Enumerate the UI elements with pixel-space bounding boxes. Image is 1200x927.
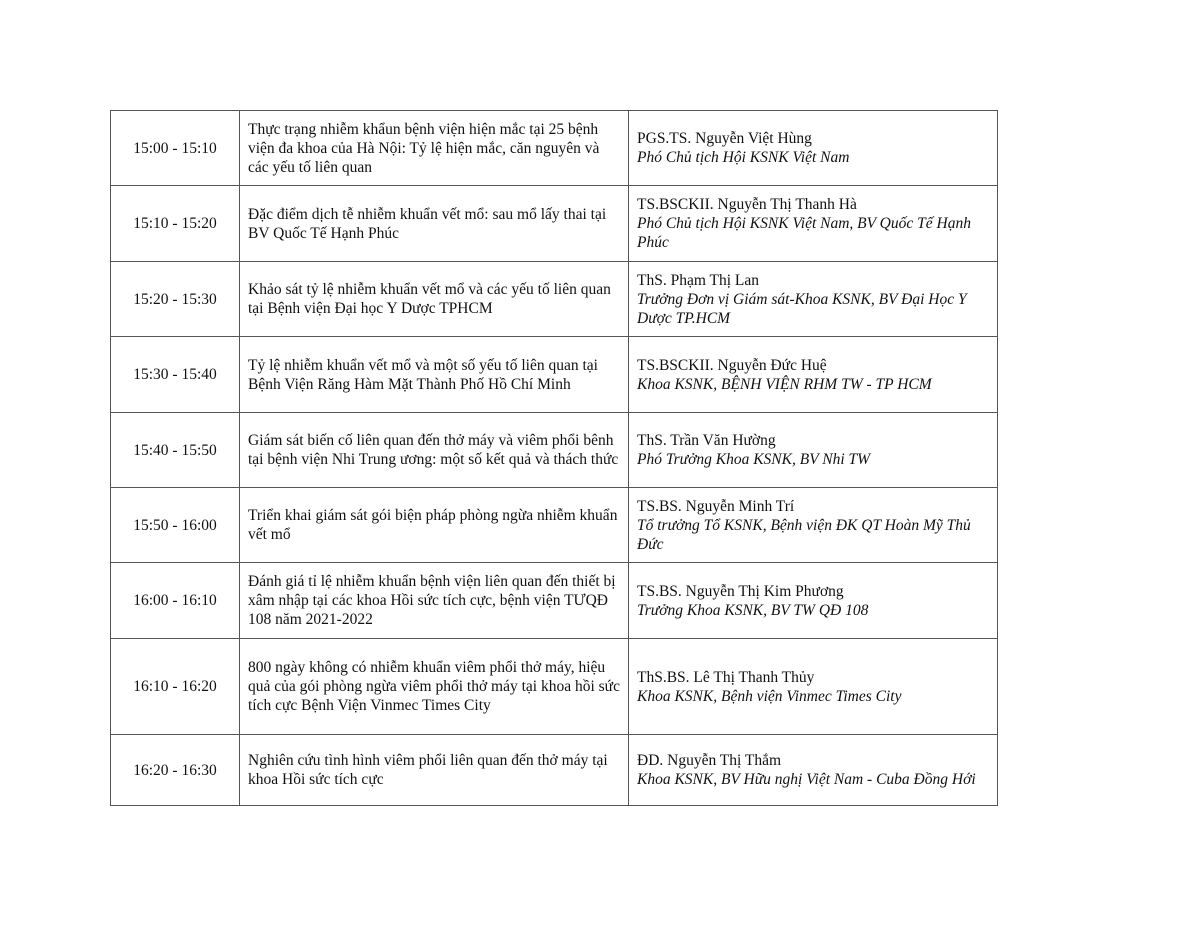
speaker-name: ThS. Phạm Thị Lan [637, 271, 759, 289]
time-cell: 15:40 - 15:50 [111, 413, 240, 488]
topic-cell: Giám sát biến cố liên quan đến thở máy và viêm phổi bênh tại bệnh viện Nhi Trung ương: một số kết quả và thách thức [240, 413, 629, 488]
speaker-name: TS.BSCKII. Nguyễn Thị Thanh Hà [637, 196, 857, 213]
speaker-cell [629, 488, 998, 563]
time-cell: 16:00 - 16:10 [111, 563, 240, 639]
speaker-role: Phó Chủ tịch Hội KSNK Việt Nam [637, 149, 850, 166]
topic-cell: Khảo sát tỷ lệ nhiễm khuẩn vết mổ và các yếu tố liên quan tại Bệnh viện Đại học Y Dược TPHCM [240, 262, 629, 337]
speaker-cell [629, 111, 998, 186]
table-row [111, 488, 998, 563]
table-row [111, 111, 998, 186]
schedule-table [110, 110, 998, 806]
table-row [111, 337, 998, 413]
speaker-role: Tổ trưởng Tổ KSNK, Bệnh viện ĐK QT Hoàn Mỹ Thủ Đức [637, 516, 971, 553]
table-row [111, 735, 998, 806]
topic-cell: Triển khai giám sát gói biện pháp phòng ngừa nhiễm khuẩn vết mổ [240, 488, 629, 563]
speaker-cell [629, 413, 998, 488]
table-row [111, 639, 998, 735]
time-cell: 16:10 - 16:20 [111, 639, 240, 735]
speaker-role: Trưởng Đơn vị Giám sát-Khoa KSNK, BV Đại Học Y Dược TP.HCM [637, 290, 967, 327]
speaker-cell [629, 563, 998, 639]
time-cell: 15:50 - 16:00 [111, 488, 240, 563]
table-row [111, 563, 998, 639]
speaker-role: Phó Chủ tịch Hội KSNK Việt Nam, BV Quốc Tế Hạnh Phúc [637, 215, 971, 251]
speaker-cell [629, 262, 998, 337]
speaker-name: ThS. Trần Văn Hường [637, 432, 776, 449]
speaker-cell [629, 735, 998, 806]
speaker-name: ThS.BS. Lê Thị Thanh Thủy [637, 668, 815, 686]
speaker-cell [629, 186, 998, 262]
speaker-name: PGS.TS. Nguyễn Việt Hùng [637, 130, 812, 147]
speaker-role: Khoa KSNK, BỆNH VIỆN RHM TW - TP HCM [637, 375, 932, 393]
topic-cell: Thực trạng nhiễm khẩun bệnh viện hiện mắc tại 25 bệnh viện đa khoa của Hà Nội: Tỷ lệ hiện mắc, căn nguyên và các yếu tố liên quan [240, 111, 629, 186]
speaker-role: Khoa KSNK, Bệnh viện Vinmec Times City [637, 687, 902, 705]
speaker-cell [629, 337, 998, 413]
speaker-name: ĐD. Nguyễn Thị Thắm [637, 752, 782, 769]
time-cell: 15:30 - 15:40 [111, 337, 240, 413]
time-cell: 15:10 - 15:20 [111, 186, 240, 262]
speaker-role: Khoa KSNK, BV Hữu nghị Việt Nam - Cuba Đồng Hới [637, 771, 976, 788]
speaker-name: TS.BS. Nguyễn Minh Trí [637, 497, 795, 515]
speaker-name: TS.BSCKII. Nguyễn Đức Huệ [637, 356, 827, 374]
speaker-role: Phó Trưởng Khoa KSNK, BV Nhi TW [637, 451, 871, 468]
table-row [111, 262, 998, 337]
topic-cell: Đặc điểm dịch tễ nhiễm khuẩn vết mổ: sau mổ lấy thai tại BV Quốc Tế Hạnh Phúc [240, 186, 629, 262]
time-cell: 15:00 - 15:10 [111, 111, 240, 186]
speaker-cell [629, 639, 998, 735]
speaker-name: TS.BS. Nguyễn Thị Kim Phương [637, 582, 844, 600]
topic-cell: 800 ngày không có nhiễm khuẩn viêm phổi thở máy, hiệu quả của gói phòng ngừa viêm phổi thở máy tại khoa hồi sức tích cực Bệnh Viện Vinmec Times City [240, 639, 629, 735]
table-row [111, 413, 998, 488]
topic-cell: Nghiên cứu tình hình viêm phổi liên quan đến thở máy tại khoa Hồi sức tích cực [240, 735, 629, 806]
table-row [111, 186, 998, 262]
topic-cell: Tỷ lệ nhiễm khuẩn vết mổ và một số yếu tố liên quan tại Bệnh Viện Răng Hàm Mặt Thành Phố Hồ Chí Minh [240, 337, 629, 413]
time-cell: 16:20 - 16:30 [111, 735, 240, 806]
speaker-role: Trưởng Khoa KSNK, BV TW QĐ 108 [637, 601, 869, 619]
time-cell: 15:20 - 15:30 [111, 262, 240, 337]
topic-cell: Đánh giá tỉ lệ nhiễm khuẩn bệnh viện liên quan đến thiết bị xâm nhập tại các khoa Hồi sức tích cực, bệnh viện TƯQĐ 108 năm 2021-2022 [240, 563, 629, 639]
